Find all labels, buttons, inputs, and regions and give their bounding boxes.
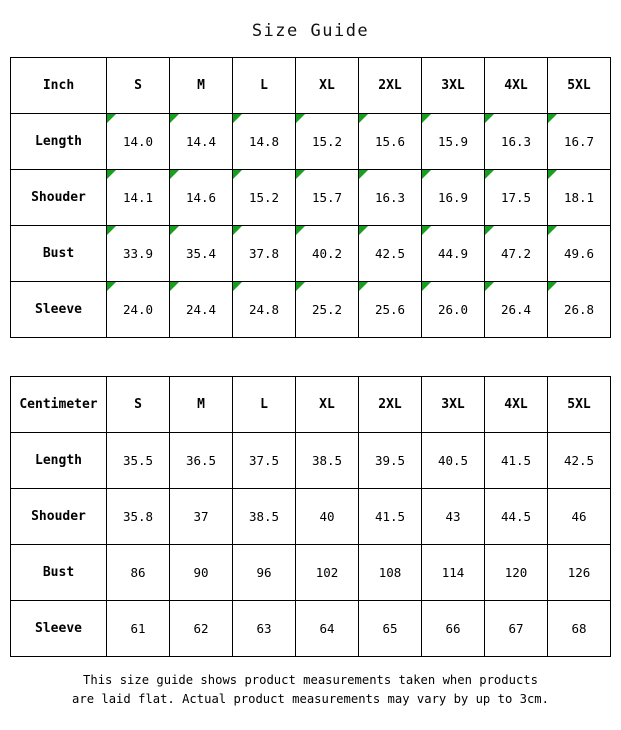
cell-shouder-l: 38.5 [233,489,296,545]
table-row [11,601,611,657]
cell-shouder-3xl: 43 [422,489,485,545]
cell-length-4xl: 16.3 [485,114,548,170]
cell-sleeve-m: 24.4 [170,282,233,338]
cell-bust-3xl: 114 [422,545,485,601]
cell-length-3xl: 40.5 [422,433,485,489]
cell-length-m: 36.5 [170,433,233,489]
cell-sleeve-2xl: 65 [359,601,422,657]
column-header-2xl: 2XL [359,377,422,433]
cell-length-5xl: 42.5 [548,433,611,489]
row-label-shouder: Shouder [11,170,107,226]
cell-length-5xl: 16.7 [548,114,611,170]
cell-length-s: 14.0 [107,114,170,170]
column-header-5xl: 5XL [548,377,611,433]
cell-shouder-s: 14.1 [107,170,170,226]
cell-length-l: 14.8 [233,114,296,170]
cell-length-4xl: 41.5 [485,433,548,489]
footer-note [10,657,611,709]
row-label-length: Length [11,114,107,170]
cell-bust-xl: 40.2 [296,226,359,282]
cell-shouder-xl: 15.7 [296,170,359,226]
table-row [11,545,611,601]
cell-bust-4xl: 47.2 [485,226,548,282]
column-header-4xl: 4XL [485,58,548,114]
row-label-sleeve: Sleeve [11,601,107,657]
footer-line-2: are laid flat. Actual product measurements may vary by up to 3cm. [72,692,549,706]
row-label-bust: Bust [11,545,107,601]
cell-sleeve-xl: 25.2 [296,282,359,338]
cell-sleeve-4xl: 26.4 [485,282,548,338]
size-table-inch [10,57,611,338]
cell-shouder-m: 14.6 [170,170,233,226]
cell-bust-3xl: 44.9 [422,226,485,282]
footer-line-1: This size guide shows product measurements taken when products [83,673,538,687]
cell-bust-m: 90 [170,545,233,601]
column-header-2xl: 2XL [359,58,422,114]
cell-shouder-l: 15.2 [233,170,296,226]
cell-length-l: 37.5 [233,433,296,489]
cell-bust-s: 33.9 [107,226,170,282]
cell-bust-l: 37.8 [233,226,296,282]
cell-sleeve-m: 62 [170,601,233,657]
cell-shouder-2xl: 16.3 [359,170,422,226]
cell-bust-s: 86 [107,545,170,601]
cell-bust-2xl: 108 [359,545,422,601]
size-table-centimeter [10,376,611,657]
cell-sleeve-s: 61 [107,601,170,657]
column-header-4xl: 4XL [485,377,548,433]
cell-sleeve-3xl: 26.0 [422,282,485,338]
cell-shouder-s: 35.8 [107,489,170,545]
column-header-m: M [170,58,233,114]
cell-bust-l: 96 [233,545,296,601]
cell-shouder-4xl: 44.5 [485,489,548,545]
table-row [11,489,611,545]
unit-label-inch: Inch [11,58,107,114]
row-label-bust: Bust [11,226,107,282]
cell-bust-5xl: 126 [548,545,611,601]
cell-length-m: 14.4 [170,114,233,170]
column-header-s: S [107,58,170,114]
cell-sleeve-4xl: 67 [485,601,548,657]
cell-shouder-2xl: 41.5 [359,489,422,545]
row-label-length: Length [11,433,107,489]
cell-sleeve-5xl: 26.8 [548,282,611,338]
cell-length-2xl: 15.6 [359,114,422,170]
table-row [11,433,611,489]
table-row [11,114,611,170]
cell-bust-xl: 102 [296,545,359,601]
cell-shouder-4xl: 17.5 [485,170,548,226]
cell-length-s: 35.5 [107,433,170,489]
column-header-3xl: 3XL [422,58,485,114]
unit-label-centimeter: Centimeter [11,377,107,433]
cell-bust-2xl: 42.5 [359,226,422,282]
cell-sleeve-xl: 64 [296,601,359,657]
cell-length-xl: 38.5 [296,433,359,489]
table-spacer [0,338,621,376]
cell-length-3xl: 15.9 [422,114,485,170]
cell-bust-5xl: 49.6 [548,226,611,282]
column-header-xl: XL [296,58,359,114]
cell-sleeve-2xl: 25.6 [359,282,422,338]
cell-length-2xl: 39.5 [359,433,422,489]
cell-sleeve-l: 63 [233,601,296,657]
column-header-s: S [107,377,170,433]
column-header-5xl: 5XL [548,58,611,114]
cell-length-xl: 15.2 [296,114,359,170]
cell-shouder-5xl: 46 [548,489,611,545]
cell-shouder-5xl: 18.1 [548,170,611,226]
table-row [11,226,611,282]
cell-sleeve-s: 24.0 [107,282,170,338]
cell-bust-m: 35.4 [170,226,233,282]
cell-sleeve-3xl: 66 [422,601,485,657]
cell-shouder-m: 37 [170,489,233,545]
cell-sleeve-l: 24.8 [233,282,296,338]
row-label-shouder: Shouder [11,489,107,545]
table-row [11,282,611,338]
row-label-sleeve: Sleeve [11,282,107,338]
cell-shouder-xl: 40 [296,489,359,545]
column-header-l: L [233,377,296,433]
cell-sleeve-5xl: 68 [548,601,611,657]
cell-shouder-3xl: 16.9 [422,170,485,226]
page-title: Size Guide [251,21,370,41]
column-header-xl: XL [296,377,359,433]
column-header-l: L [233,58,296,114]
table-row [11,170,611,226]
cell-bust-4xl: 120 [485,545,548,601]
column-header-m: M [170,377,233,433]
table-header-row [11,377,611,433]
table-header-row [11,58,611,114]
column-header-3xl: 3XL [422,377,485,433]
